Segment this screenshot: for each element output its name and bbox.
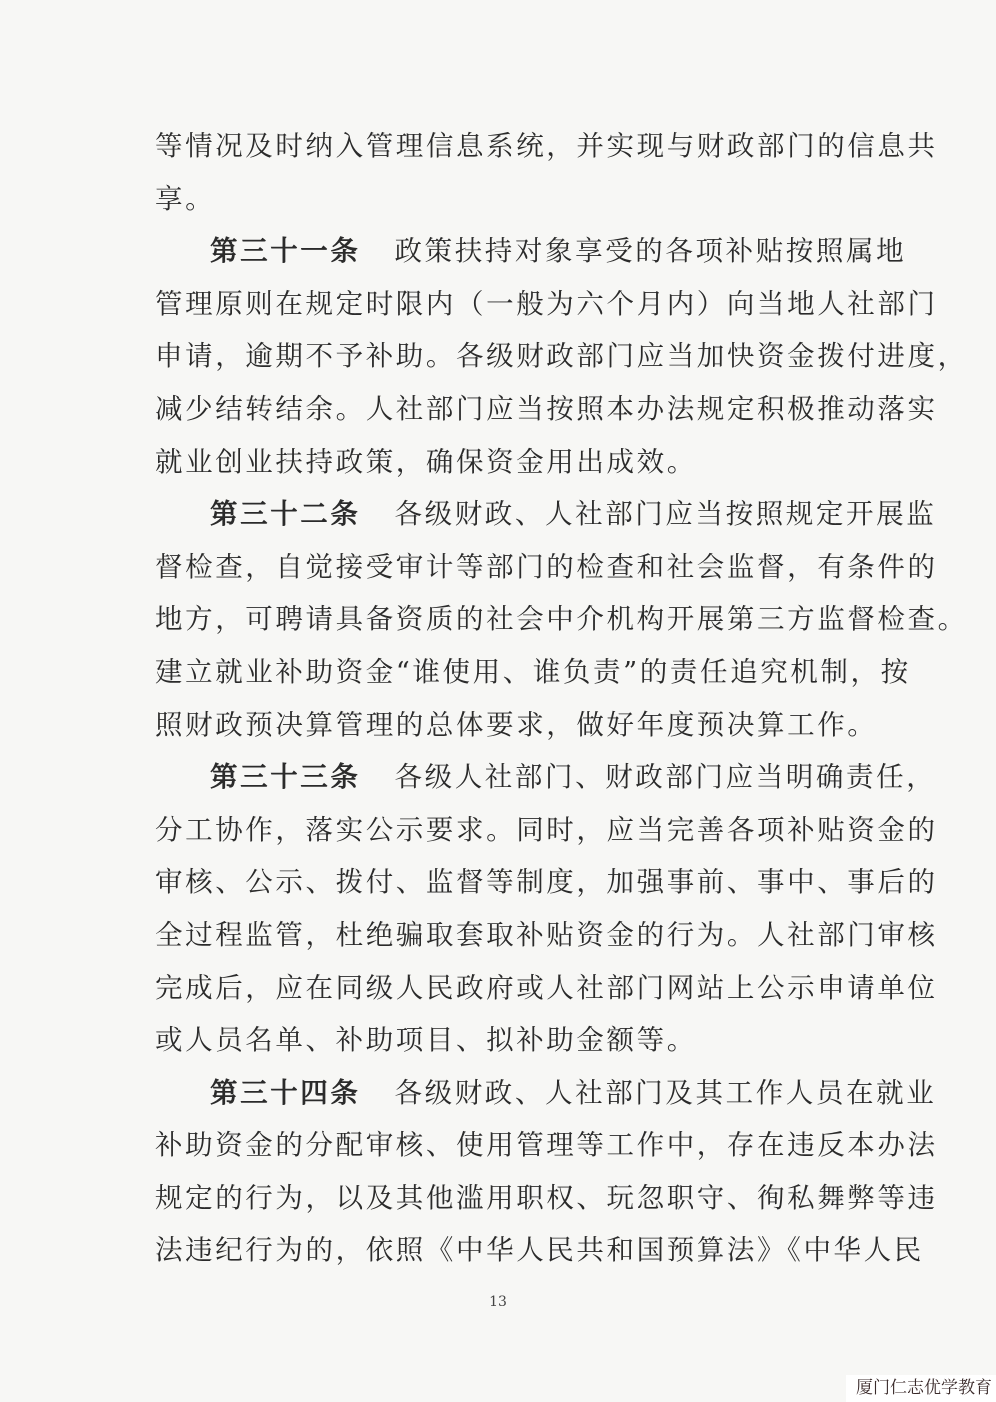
- text-line: 审核、公示、拨付、监督等制度，加强事前、事中、事后的: [155, 866, 938, 899]
- text-line: 照财政预决算管理的总体要求，做好年度预决算工作。: [155, 708, 878, 741]
- text-line: 完成后，应在同级人民政府或人社部门网站上公示申请单位: [155, 971, 938, 1004]
- text-line: 督检查，自觉接受审计等部门的检查和社会监督，有条件的: [155, 550, 938, 583]
- text-line: 享。: [155, 182, 216, 215]
- article-34-first-line: [155, 1067, 937, 1120]
- text-line: 地方，可聘请具备资质的社会中介机构开展第三方监督检查。: [155, 603, 968, 636]
- page-number: 13: [489, 1294, 507, 1310]
- text-line: 规定的行为，以及其他滥用职权、玩忽职守、徇私舞弊等违: [155, 1181, 938, 1214]
- text-line: 管理原则在规定时限内（一般为六个月内）向当地人社部门: [155, 287, 938, 320]
- article-text: 政策扶持对象享受的各项补贴按照属地: [394, 235, 907, 268]
- page-body: [155, 120, 968, 1277]
- text-line: 补助资金的分配审核、使用管理等工作中，存在违反本办法: [155, 1129, 938, 1162]
- text-line: 申请，逾期不予补助。各级财政部门应当加快资金拨付进度，: [155, 340, 968, 373]
- article-heading: 第三十三条: [210, 761, 361, 794]
- text-line: 等情况及时纳入管理信息系统，并实现与财政部门的信息共: [155, 130, 938, 162]
- text-line: 全过程监管，杜绝骗取套取补贴资金的行为。人社部门审核: [155, 918, 938, 951]
- text-line: 或人员名单、补助项目、拟补助金额等。: [155, 1024, 697, 1057]
- text-line: 就业创业扶持政策，确保资金用出成效。: [155, 445, 697, 478]
- text-line: 法违纪行为的，依照《中华人民共和国预算法》《中华人民: [155, 1234, 924, 1267]
- article-heading: 第三十一条: [210, 235, 361, 268]
- article-text: 各级财政、人社部门及其工作人员在就业: [394, 1076, 937, 1109]
- watermark-label: 厦门仁志优学教育: [846, 1375, 996, 1402]
- article-heading: 第三十二条: [210, 498, 361, 531]
- article-text: 各级财政、人社部门应当按照规定开展监: [394, 498, 937, 531]
- article-31-first-line: [155, 225, 907, 278]
- article-heading: 第三十四条: [210, 1076, 361, 1109]
- text-line: 减少结转结余。人社部门应当按照本办法规定积极推动落实: [155, 392, 938, 425]
- text-line: 建立就业补助资金“谁使用、谁负责”的责任追究机制，按: [155, 655, 911, 688]
- article-33-first-line: [155, 751, 937, 804]
- article-text: 各级人社部门、财政部门应当明确责任，: [394, 761, 937, 794]
- text-line: 分工协作，落实公示要求。同时，应当完善各项补贴资金的: [155, 813, 938, 846]
- article-32-first-line: [155, 488, 937, 541]
